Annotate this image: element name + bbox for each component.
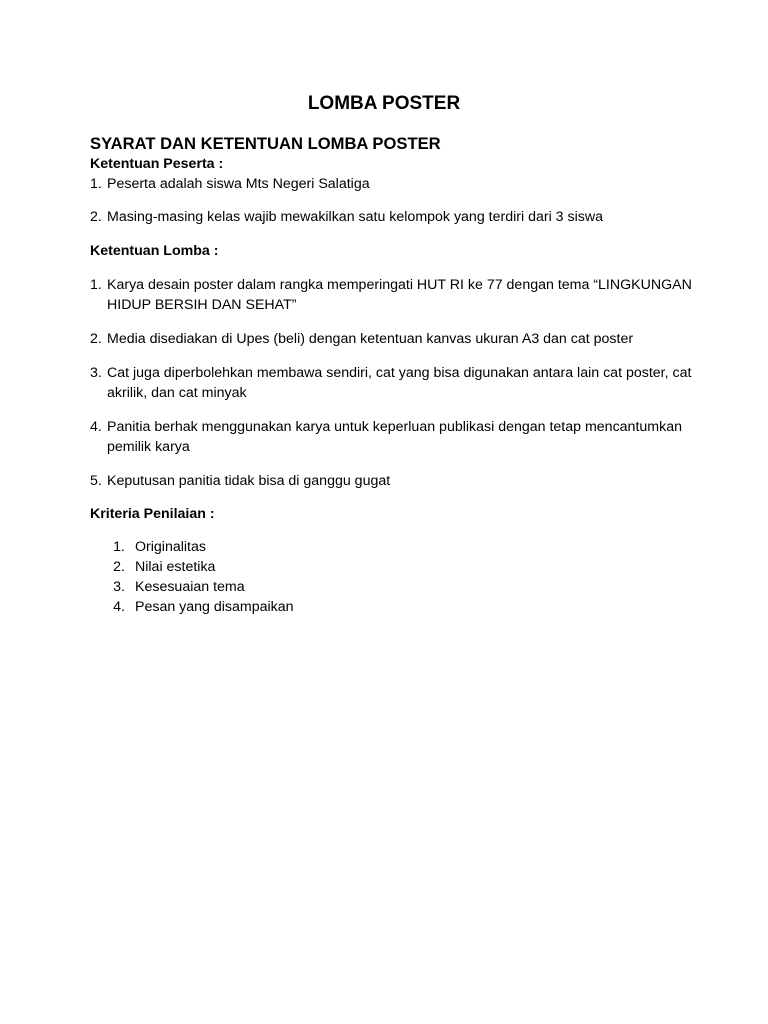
item-text: Keputusan panitia tidak bisa di ganggu gugat	[107, 473, 391, 489]
item-number: 4.	[113, 599, 125, 615]
spacer	[90, 491, 710, 504]
item-number: 5.	[90, 473, 102, 489]
item-number: 3.	[90, 365, 102, 381]
kriteria-list	[90, 537, 710, 617]
lomba-item-3	[90, 363, 710, 403]
spacer	[90, 315, 710, 329]
item-text: Originalitas	[135, 539, 206, 555]
item-text: Panitia berhak menggunakan karya untuk keperluan publikasi dengan tetap mencantumkan pemilik karya	[107, 419, 682, 455]
item-text: Nilai estetika	[135, 559, 216, 575]
lomba-item-4	[90, 417, 710, 457]
item-number: 1.	[113, 539, 125, 555]
peserta-item-2	[90, 207, 710, 227]
section-heading: SYARAT DAN KETENTUAN LOMBA POSTER	[90, 134, 441, 153]
item-number: 2.	[90, 209, 102, 225]
peserta-label: Ketentuan Peserta :	[90, 156, 224, 172]
item-number: 2.	[113, 559, 125, 575]
item-number: 1.	[90, 277, 102, 293]
lomba-label: Ketentuan Lomba :	[90, 243, 219, 259]
spacer	[90, 261, 710, 275]
kriteria-item-1	[90, 537, 710, 557]
item-number: 4.	[90, 419, 102, 435]
spacer	[90, 403, 710, 417]
kriteria-item-2	[90, 557, 710, 577]
item-text: Kesesuaian tema	[135, 579, 245, 595]
item-number: 3.	[113, 579, 125, 595]
document-body	[90, 134, 710, 617]
kriteria-item-4	[90, 597, 710, 617]
item-number: 1.	[90, 176, 102, 192]
lomba-item-2	[90, 329, 710, 349]
kriteria-label: Kriteria Penilaian :	[90, 506, 215, 522]
spacer	[90, 194, 710, 207]
lomba-item-1	[90, 275, 710, 315]
spacer	[90, 349, 710, 363]
spacer	[90, 227, 710, 241]
spacer	[90, 457, 710, 471]
item-text: Peserta adalah siswa Mts Negeri Salatiga	[107, 176, 370, 192]
kriteria-item-3	[90, 577, 710, 597]
item-text: Media disediakan di Upes (beli) dengan ketentuan kanvas ukuran A3 dan cat poster	[107, 331, 634, 347]
spacer	[90, 524, 710, 537]
item-number: 2.	[90, 331, 102, 347]
item-text: Pesan yang disampaikan	[135, 599, 294, 615]
item-text: Masing-masing kelas wajib mewakilkan satu kelompok yang terdiri dari 3 siswa	[107, 209, 603, 225]
peserta-item-1	[90, 174, 710, 194]
item-text: Cat juga diperbolehkan membawa sendiri, cat yang bisa digunakan antara lain cat poster, cat akrilik, dan cat minyak	[107, 365, 692, 401]
document-title: LOMBA POSTER	[307, 93, 461, 114]
lomba-item-5	[90, 471, 710, 491]
item-text: Karya desain poster dalam rangka memperingati HUT RI ke 77 dengan tema “LINGKUNGAN HIDUP BERSIH DAN SEHAT”	[107, 277, 692, 313]
